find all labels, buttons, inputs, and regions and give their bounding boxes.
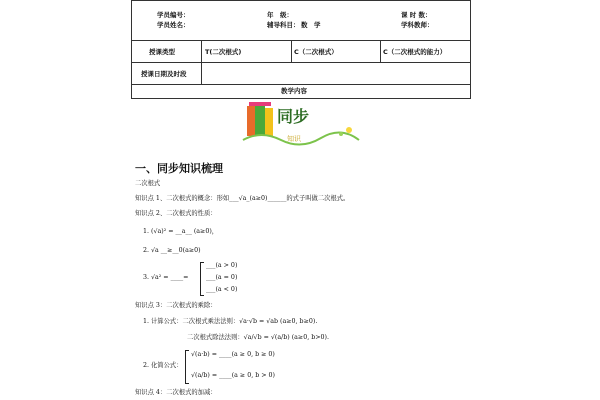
knowledge-point-4: 知识点 4：二次根式的加减： [135, 389, 217, 396]
simplify-2: √(a/b) = ____(a ≥ 0, b > 0) [191, 372, 275, 379]
banner-title: 同步 [277, 107, 310, 126]
type-c1: C（二次根式） [294, 48, 338, 56]
simplify-brace [185, 350, 189, 384]
knowledge-point-1: 知识点 1、二次根式的概念：形如___√a_(a≥0)______的式子叫做二次根式。 [135, 195, 350, 202]
student-no-label: 学员编号： [157, 11, 190, 19]
content-label: 教学内容 [281, 87, 307, 95]
section-title: 一、同步知识梳理 [135, 162, 223, 175]
teacher-label: 学科教师： [401, 21, 434, 29]
simplify-1: √(a·b) = ____(a ≥ 0, b ≥ 0) [191, 351, 275, 358]
hours-label: 课 时 数： [401, 11, 432, 19]
topic-heading: 二次根式 [135, 180, 161, 187]
property-2: 2. √a __≥__0(a≥0) [143, 247, 201, 254]
property-3-case-1: ___(a > 0) [206, 262, 238, 269]
type-c2: C（二次根式的能力） [383, 48, 447, 56]
lesson-page [131, 0, 471, 400]
calc-formula-2: 二次根式除法法则：√a/√b = √(a/b) (a≥0, b>0). [187, 334, 329, 341]
knowledge-point-2: 知识点 2、二次根式的性质： [135, 210, 217, 217]
case-brace [200, 262, 204, 296]
date-label: 授课日期及时段 [141, 70, 187, 78]
property-3-case-3: ___(a < 0) [206, 286, 238, 293]
type-label: 授课类型 [149, 48, 175, 56]
simplify-label: 2. 化简公式： [143, 362, 183, 369]
property-3-left: 3. √a² = ____= [143, 274, 189, 281]
calc-formula-1: 1. 计算公式：二次根式乘法法则：√a·√b = √ab (a≥0, b≥0). [143, 318, 318, 325]
student-name-label: 学员姓名： [157, 21, 190, 29]
subject-label: 辅导科目： [267, 21, 300, 29]
property-3-case-2: ___(a = 0) [206, 274, 238, 281]
property-1: 1. (√a)² = __a__ (a≥0)， [143, 228, 219, 235]
sync-banner [241, 100, 361, 146]
knowledge-point-3: 知识点 3：二次根式的乘除： [135, 302, 217, 309]
banner-subtitle: 知识 [287, 135, 301, 143]
grade-label: 年 级： [267, 11, 293, 19]
type-t: T(二次根式) [205, 48, 242, 56]
subject-value: 数 学 [301, 21, 321, 29]
